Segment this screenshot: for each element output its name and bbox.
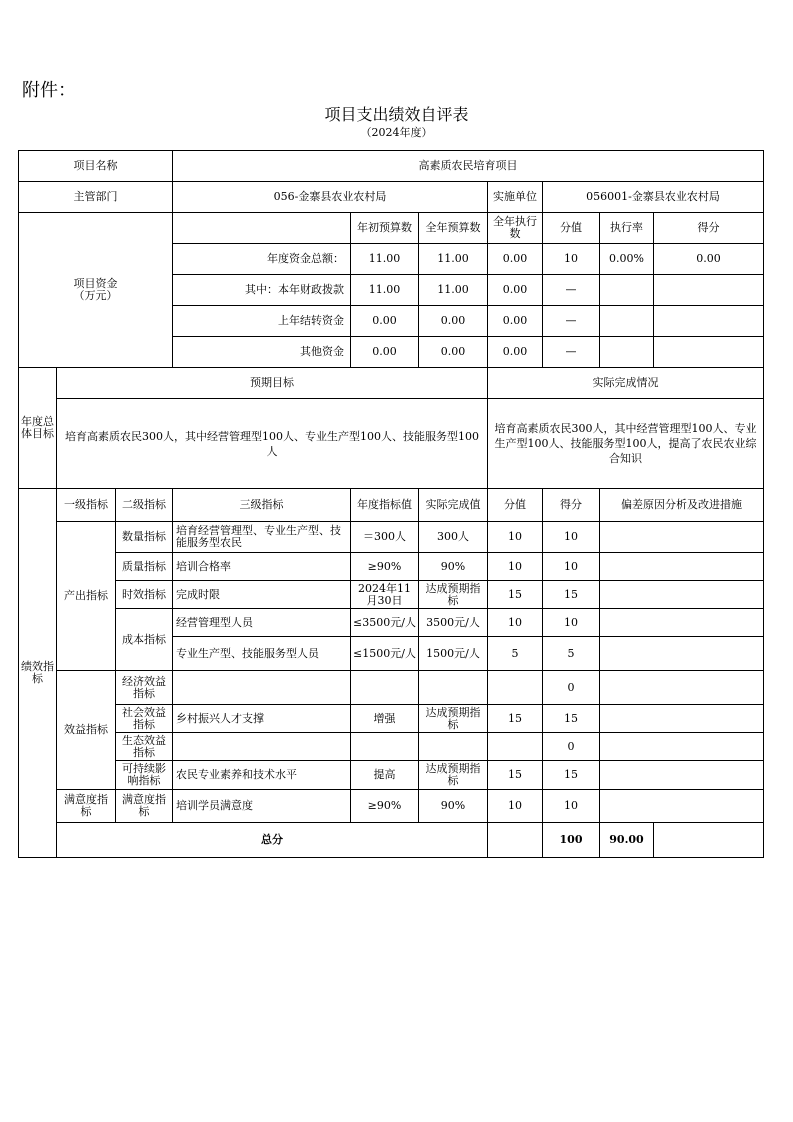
satisfaction-target: ≥90% — [351, 790, 419, 823]
benefit-indicator-label: 效益指标 — [57, 671, 116, 790]
indicator-row — [19, 790, 764, 823]
department-label: 主管部门 — [19, 182, 173, 213]
indicator-row — [19, 522, 764, 553]
timeliness-target: 2024年11月30日 — [351, 581, 419, 609]
expected-goal-header: 预期目标 — [57, 368, 488, 399]
quality-analysis — [600, 553, 764, 581]
sustainable-analysis — [600, 761, 764, 790]
cost-actual: 3500元/人 — [419, 609, 488, 637]
funds-row-label: 其中：本年财政拨款 — [173, 275, 351, 306]
quality-actual: 90% — [419, 553, 488, 581]
satisfaction-analysis — [600, 790, 764, 823]
satisfaction-item: 培训学员满意度 — [173, 790, 351, 823]
cost-item: 经营管理型人员 — [173, 609, 351, 637]
timeliness-score: 15 — [543, 581, 600, 609]
goals-content-row — [19, 399, 764, 489]
sustainable-actual: 达成预期指标 — [419, 761, 488, 790]
funds-label-line1: 项目资金 — [73, 277, 118, 290]
funds-initial: 11.00 — [351, 244, 419, 275]
quantity-analysis — [600, 522, 764, 553]
indicator-row — [19, 671, 764, 705]
project-name-row — [19, 151, 764, 182]
economic-actual — [419, 671, 488, 705]
economic-item — [173, 671, 351, 705]
level3-header: 三级指标 — [173, 489, 351, 522]
satisfaction-actual: 90% — [419, 790, 488, 823]
cost-indicator-label: 成本指标 — [116, 609, 173, 671]
total-score-value: 100 — [543, 823, 600, 858]
ecological-actual — [419, 733, 488, 761]
target-header: 年度指标值 — [351, 489, 419, 522]
funds-header-executed: 全年执行数 — [488, 213, 543, 244]
actual-completion-text: 培育高素质农民300人，其中经营管理型100人、专业生产型100人、技能服务型100人，提高了农民农业综合知识 — [488, 399, 764, 489]
funds-label-line2: （万元） — [73, 289, 118, 302]
indicator-row — [19, 705, 764, 733]
total-analysis — [654, 823, 764, 858]
quality-indicator-label: 质量指标 — [116, 553, 173, 581]
social-actual: 达成预期指标 — [419, 705, 488, 733]
funds-row-label: 上年结转资金 — [173, 306, 351, 337]
funds-initial: 0.00 — [351, 337, 419, 368]
project-name-value: 高素质农民培育项目 — [173, 151, 764, 182]
sustainable-target: 提高 — [351, 761, 419, 790]
quality-score: 10 — [543, 553, 600, 581]
cost-target: ≤1500元/人 — [351, 637, 419, 671]
cost-item: 专业生产型、技能服务型人员 — [173, 637, 351, 671]
indicator-row — [19, 609, 764, 637]
funds-header-blank — [173, 213, 351, 244]
implementing-unit-value: 056001-金寨县农业农村局 — [543, 182, 764, 213]
score-header: 得分 — [543, 489, 600, 522]
cost-score-value: 5 — [488, 637, 543, 671]
funds-executed: 0.00 — [488, 337, 543, 368]
economic-analysis — [600, 671, 764, 705]
social-target: 增强 — [351, 705, 419, 733]
ecological-target — [351, 733, 419, 761]
funds-annual: 11.00 — [419, 244, 488, 275]
funds-score-value: 10 — [543, 244, 600, 275]
satisfaction-score: 10 — [543, 790, 600, 823]
cost-analysis — [600, 637, 764, 671]
indicators-header-row — [19, 489, 764, 522]
funds-annual: 0.00 — [419, 306, 488, 337]
funds-rate — [600, 337, 654, 368]
indicators-label: 绩效指标 — [19, 489, 57, 858]
funds-score — [654, 306, 764, 337]
funds-executed: 0.00 — [488, 306, 543, 337]
funds-score-value: — — [543, 275, 600, 306]
cost-score: 5 — [543, 637, 600, 671]
funds-score-value: — — [543, 306, 600, 337]
indicator-row — [19, 733, 764, 761]
total-row — [19, 823, 764, 858]
cost-target: ≤3500元/人 — [351, 609, 419, 637]
actual-completion-header: 实际完成情况 — [488, 368, 764, 399]
quantity-actual: 300人 — [419, 522, 488, 553]
quantity-score: 10 — [543, 522, 600, 553]
page-title: 项目支出绩效自评表 — [324, 105, 469, 124]
social-score: 15 — [543, 705, 600, 733]
economic-score-value — [488, 671, 543, 705]
expected-goal-text: 培育高素质农民300人，其中经营管理型100人、专业生产型100人、技能服务型100人 — [57, 399, 488, 489]
funds-label — [19, 213, 173, 368]
satisfaction-indicator-label: 满意度指标 — [57, 790, 116, 823]
sustainable-item: 农民专业素养和技术水平 — [173, 761, 351, 790]
social-score-value: 15 — [488, 705, 543, 733]
quantity-item: 培育经营管理型、专业生产型、技能服务型农民 — [173, 522, 351, 553]
economic-score: 0 — [543, 671, 600, 705]
quantity-indicator-label: 数量指标 — [116, 522, 173, 553]
department-row — [19, 182, 764, 213]
timeliness-indicator-label: 时效指标 — [116, 581, 173, 609]
quality-target: ≥90% — [351, 553, 419, 581]
funds-row-label: 年度资金总额： — [173, 244, 351, 275]
funds-annual: 11.00 — [419, 275, 488, 306]
attachment-label: 附件： — [22, 80, 76, 101]
analysis-header: 偏差原因分析及改进措施 — [600, 489, 764, 522]
timeliness-score-value: 15 — [488, 581, 543, 609]
ecological-score: 0 — [543, 733, 600, 761]
self-evaluation-table — [18, 150, 764, 858]
funds-score: 0.00 — [654, 244, 764, 275]
funds-score-value: — — [543, 337, 600, 368]
cost-score: 10 — [543, 609, 600, 637]
total-label: 总分 — [57, 823, 488, 858]
indicator-row — [19, 761, 764, 790]
score-value-header: 分值 — [488, 489, 543, 522]
total-score: 90.00 — [600, 823, 654, 858]
sustainable-indicator-label: 可持续影响指标 — [116, 761, 173, 790]
funds-rate: 0.00% — [600, 244, 654, 275]
level1-header: 一级指标 — [57, 489, 116, 522]
timeliness-analysis — [600, 581, 764, 609]
ecological-score-value — [488, 733, 543, 761]
level2-header: 二级指标 — [116, 489, 173, 522]
quantity-score-value: 10 — [488, 522, 543, 553]
actual-header: 实际完成值 — [419, 489, 488, 522]
department-value: 056-金寨县农业农村局 — [173, 182, 488, 213]
satisfaction-sub-label: 满意度指标 — [116, 790, 173, 823]
funds-score — [654, 337, 764, 368]
social-analysis — [600, 705, 764, 733]
funds-header-score-value: 分值 — [543, 213, 600, 244]
report-year: （2024年度） — [360, 126, 433, 139]
output-indicator-label: 产出指标 — [57, 522, 116, 671]
funds-executed: 0.00 — [488, 275, 543, 306]
funds-executed: 0.00 — [488, 244, 543, 275]
timeliness-item: 完成时限 — [173, 581, 351, 609]
timeliness-actual: 达成预期指标 — [419, 581, 488, 609]
funds-row-label: 其他资金 — [173, 337, 351, 368]
funds-header-rate: 执行率 — [600, 213, 654, 244]
project-name-label: 项目名称 — [19, 151, 173, 182]
cost-analysis — [600, 609, 764, 637]
social-item: 乡村振兴人才支撑 — [173, 705, 351, 733]
implementing-unit-label: 实施单位 — [488, 182, 543, 213]
funds-score — [654, 275, 764, 306]
satisfaction-score-value: 10 — [488, 790, 543, 823]
funds-initial: 11.00 — [351, 275, 419, 306]
quality-score-value: 10 — [488, 553, 543, 581]
goals-label: 年度总体目标 — [19, 368, 57, 489]
indicator-row — [19, 581, 764, 609]
funds-header-score: 得分 — [654, 213, 764, 244]
total-blank — [488, 823, 543, 858]
cost-actual: 1500元/人 — [419, 637, 488, 671]
indicator-row — [19, 553, 764, 581]
funds-header-initial: 年初预算数 — [351, 213, 419, 244]
funds-header-row — [19, 213, 764, 244]
funds-annual: 0.00 — [419, 337, 488, 368]
economic-target — [351, 671, 419, 705]
sustainable-score-value: 15 — [488, 761, 543, 790]
goals-header-row — [19, 368, 764, 399]
sustainable-score: 15 — [543, 761, 600, 790]
ecological-indicator-label: 生态效益指标 — [116, 733, 173, 761]
funds-initial: 0.00 — [351, 306, 419, 337]
ecological-item — [173, 733, 351, 761]
funds-header-annual: 全年预算数 — [419, 213, 488, 244]
social-indicator-label: 社会效益指标 — [116, 705, 173, 733]
ecological-analysis — [600, 733, 764, 761]
quality-item: 培训合格率 — [173, 553, 351, 581]
cost-score-value: 10 — [488, 609, 543, 637]
economic-indicator-label: 经济效益指标 — [116, 671, 173, 705]
quantity-target: ＝300人 — [351, 522, 419, 553]
funds-rate — [600, 275, 654, 306]
funds-rate — [600, 306, 654, 337]
